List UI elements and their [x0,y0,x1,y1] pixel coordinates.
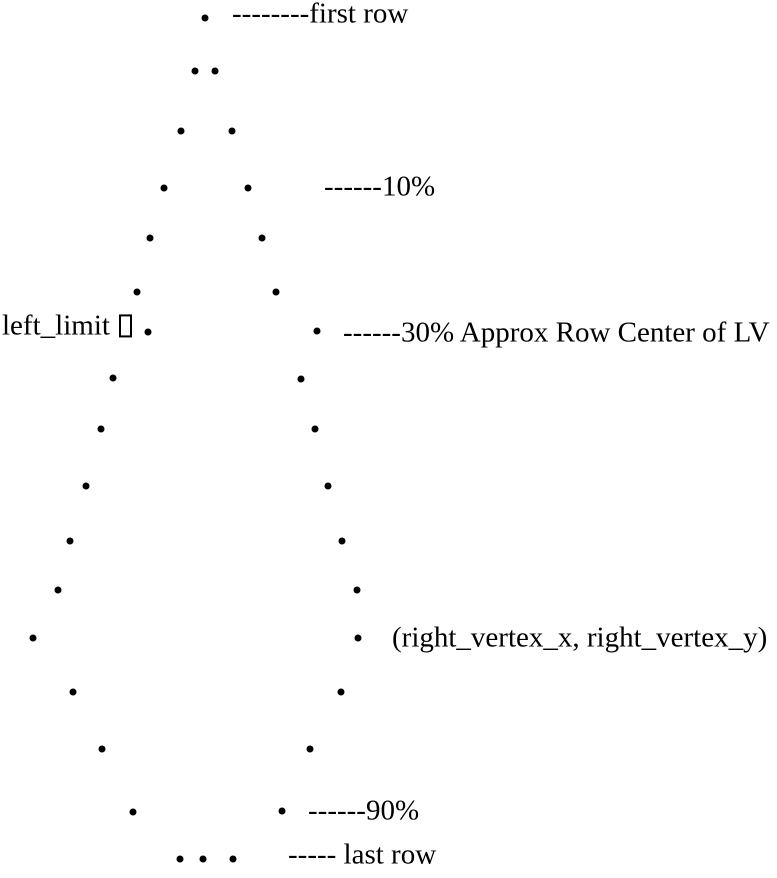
boundary-point-dot [355,635,362,642]
boundary-point-dot [212,68,219,75]
last-row-label: ----- last row [288,838,437,871]
missing-glyph-box-icon [119,314,132,337]
boundary-point-dot [298,376,305,383]
thirty-percent-label: ------30% Approx Row Center of LV [343,316,770,349]
boundary-point-dot [192,68,199,75]
first-row-label: --------first row [232,0,409,30]
boundary-point-dot [55,587,62,594]
boundary-point-dot [145,329,152,336]
boundary-point-dot [230,856,237,863]
boundary-point-dot [314,328,321,335]
boundary-point-dot [67,538,74,545]
boundary-point-dot [30,635,37,642]
boundary-point-dot [200,856,207,863]
boundary-point-dot [325,483,332,490]
boundary-point-dot [147,235,154,242]
boundary-point-dot [202,15,209,22]
boundary-point-dot [245,185,252,192]
boundary-point-dot [70,689,77,696]
left-limit-text: left_limit [2,309,110,342]
boundary-point-dot [99,746,106,753]
boundary-point-dot [134,289,141,296]
boundary-point-dot [259,235,266,242]
boundary-point-dot [130,809,137,816]
boundary-point-dot [83,483,90,490]
boundary-point-dot [273,289,280,296]
boundary-point-dot [229,128,236,135]
boundary-point-dot [110,375,117,382]
boundary-point-dot [307,746,314,753]
left-limit-label [2,310,132,342]
boundary-point-dot [178,128,185,135]
boundary-point-dot [339,538,346,545]
boundary-point-dot [177,856,184,863]
boundary-point-dot [354,587,361,594]
boundary-point-dot [161,185,168,192]
ninety-percent-label: ------90% [308,794,420,827]
boundary-point-dot [338,689,345,696]
right-vertex-label: (right_vertex_x, right_vertex_y) [392,621,768,654]
boundary-point-dot [279,808,286,815]
ten-percent-label: ------10% [324,170,436,203]
boundary-point-dot [312,426,319,433]
boundary-point-dot [98,426,105,433]
